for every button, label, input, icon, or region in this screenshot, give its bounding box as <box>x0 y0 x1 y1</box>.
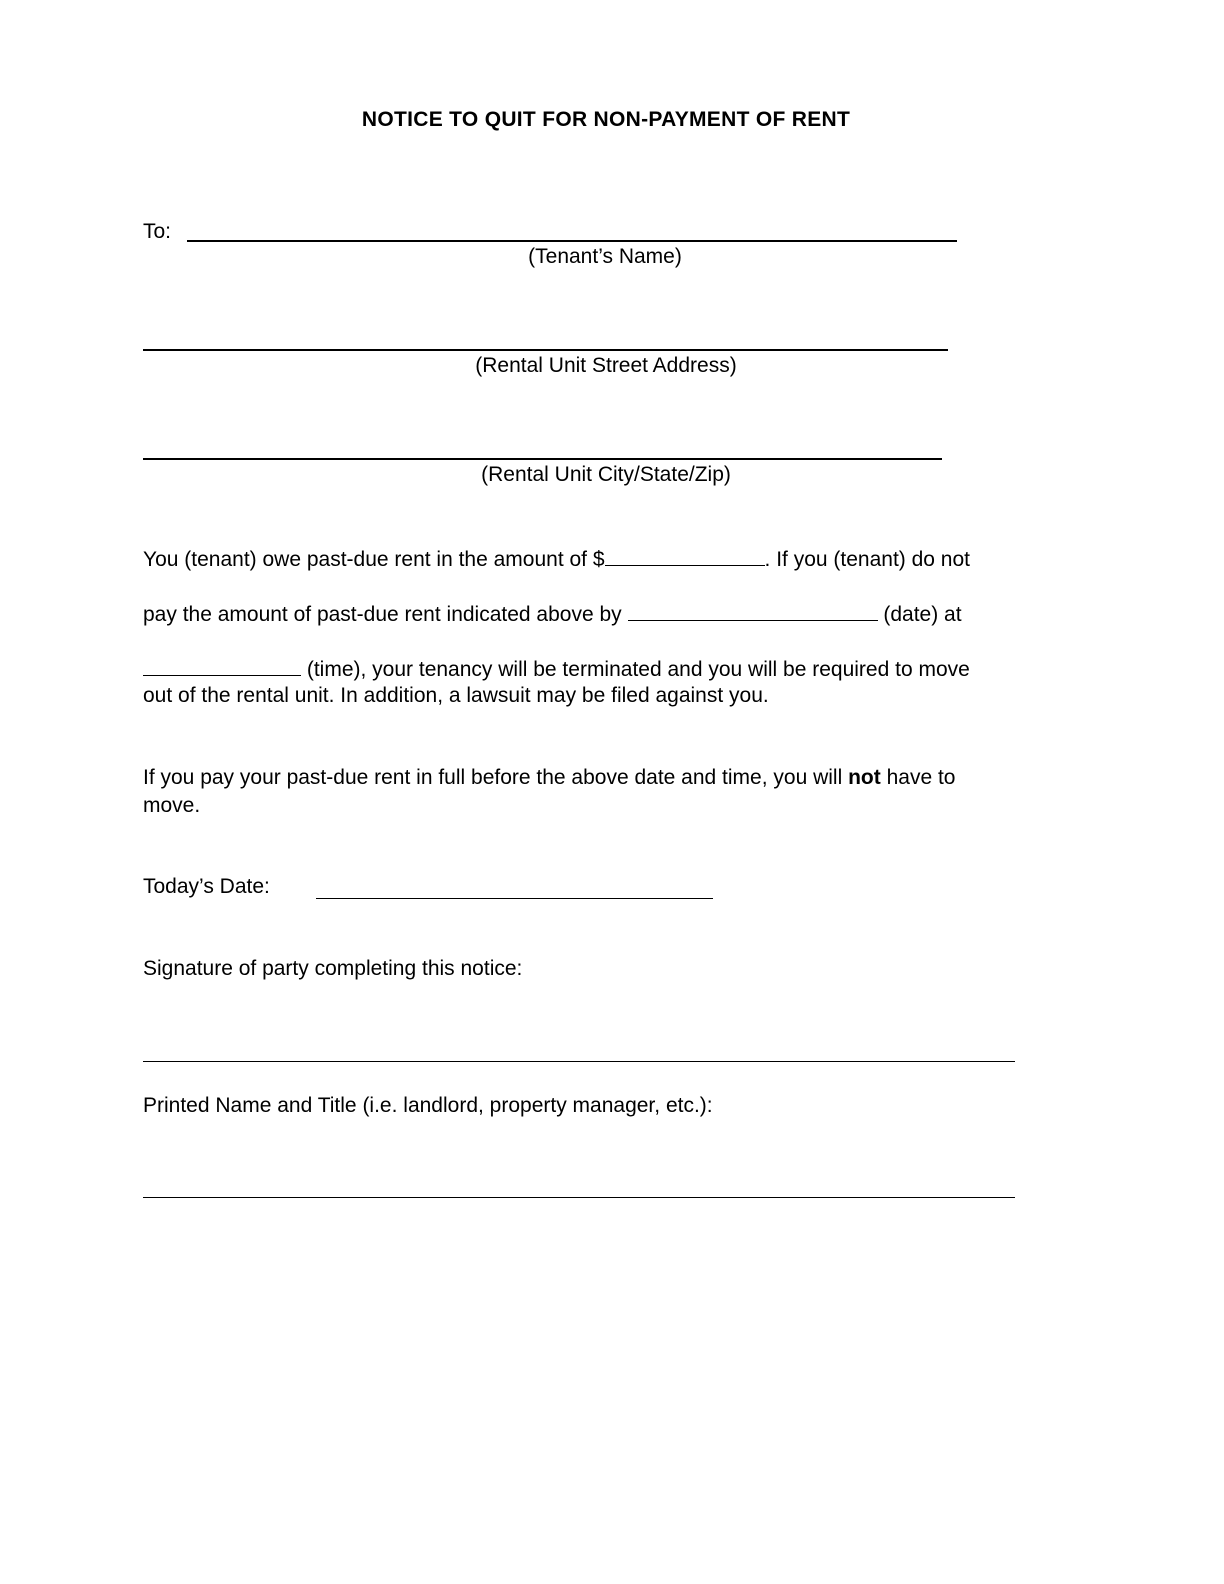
city-state-zip-caption: (Rental Unit City/State/Zip) <box>481 463 731 486</box>
street-address-caption: (Rental Unit Street Address) <box>475 354 737 377</box>
due-date-field[interactable] <box>628 600 878 621</box>
printed-name-field[interactable] <box>143 1197 1015 1198</box>
rent-line-3 <box>143 655 970 683</box>
rent-line-1-suffix: . If you (tenant) do not <box>764 548 970 571</box>
todays-date-label: Today’s Date: <box>143 875 270 898</box>
todays-date-field[interactable] <box>316 898 713 899</box>
rent-line-2-prefix: pay the amount of past-due rent indicated above by <box>143 603 622 626</box>
rent-line-1 <box>143 545 970 573</box>
pay-line-1-prefix: If you pay your past-due rent in full before the above date and time, you will <box>143 766 843 789</box>
rent-line-3-suffix: (time), your tenancy will be terminated and you will be required to move <box>306 658 970 681</box>
signature-label: Signature of party completing this notice: <box>143 957 523 980</box>
printed-name-label: Printed Name and Title (i.e. landlord, property manager, etc.): <box>143 1094 713 1117</box>
past-due-amount-field[interactable] <box>605 545 765 566</box>
street-address-field[interactable] <box>143 349 948 351</box>
tenant-name-caption: (Tenant’s Name) <box>528 245 682 268</box>
rent-line-2-suffix: (date) at <box>883 603 962 626</box>
tenant-name-field[interactable] <box>187 240 957 242</box>
rent-line-1-prefix: You (tenant) owe past-due rent in the amount of $ <box>143 548 605 571</box>
city-state-zip-field[interactable] <box>143 458 942 460</box>
pay-line-2: move. <box>143 794 201 817</box>
due-time-field[interactable] <box>143 655 301 676</box>
document-title: NOTICE TO QUIT FOR NON-PAYMENT OF RENT <box>361 108 851 131</box>
to-label: To: <box>143 220 172 243</box>
pay-emphasis: not <box>848 766 881 789</box>
rent-line-4: out of the rental unit. In addition, a lawsuit may be filed against you. <box>143 684 769 707</box>
pay-line-1 <box>143 764 955 791</box>
pay-line-1-suffix: have to <box>886 766 956 789</box>
rent-line-2 <box>143 600 962 628</box>
signature-field[interactable] <box>143 1061 1015 1062</box>
